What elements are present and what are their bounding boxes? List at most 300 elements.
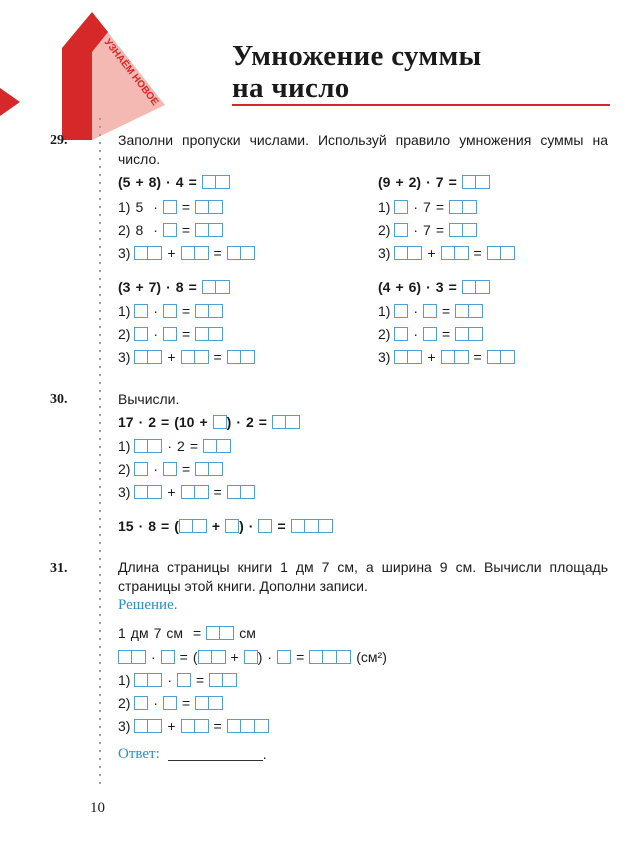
num: 4 [175,174,184,190]
answer-cell[interactable] [394,350,408,364]
answer-cell[interactable] [148,439,162,453]
step-label: 1) [118,303,131,319]
answer-cell[interactable] [463,200,477,214]
answer-cell[interactable] [241,246,255,260]
answer-cell[interactable] [449,223,463,237]
paren: ( [192,649,198,665]
task-29-instruction: Заполни пропуски числами. Используй правило умножения суммы на число. [118,132,608,167]
num: (10 [174,414,195,430]
page-number: 10 [90,800,105,816]
task-30-number: 30. [50,392,68,407]
task-30-expression [118,413,300,431]
task-29b-step-1 [378,198,477,216]
answer-cell[interactable] [455,304,469,318]
num: 3 [435,279,444,295]
task-31-line-2 [118,648,392,666]
answer-box-2[interactable] [195,200,223,214]
paren: ) [257,649,263,665]
answer-box-2[interactable] [179,519,207,533]
task-30-step-1 [118,437,231,455]
answer-cell[interactable] [408,246,422,260]
answer-cell[interactable] [241,719,255,733]
task-29d-expression [378,278,490,296]
answer-box-2[interactable] [195,223,223,237]
answer-box-2[interactable] [462,280,490,294]
num: 2 [148,414,157,430]
answer-box-2[interactable] [203,439,231,453]
answer-cell[interactable] [487,246,501,260]
step-label: 2) [118,326,131,342]
paren: ) [239,518,244,534]
answer-box-2[interactable] [195,304,223,318]
paren: ) [226,414,232,430]
answer-box-1[interactable] [394,200,408,214]
answer-cell[interactable] [227,246,241,260]
answer-cell[interactable] [223,673,237,687]
answer-cell[interactable] [134,673,148,687]
answer-box-1[interactable] [225,519,239,533]
answer-cell[interactable] [195,696,209,710]
step-label: 3) [118,718,131,734]
answer-box-2[interactable] [227,350,255,364]
answer-cell[interactable] [462,175,476,189]
answer-box-2[interactable] [198,650,226,664]
task-29d-step-2 [378,325,483,343]
answer-cell[interactable] [272,415,286,429]
step-label: 2) [378,326,391,342]
answer-cell[interactable] [423,327,437,341]
dot: · [248,518,254,534]
task-30-step-2 [118,460,223,478]
answer-box-1[interactable] [163,327,177,341]
step-label: 3) [118,484,131,500]
answer-box-2[interactable] [449,223,477,237]
answer-cell[interactable] [286,415,300,429]
dot: · [153,695,159,711]
step-label: 2) [118,222,131,238]
answer-cell[interactable] [258,519,272,533]
answer-cell[interactable] [227,350,241,364]
answer-cell[interactable] [394,200,408,214]
answer-box-2[interactable] [487,350,515,364]
step-label: 1) [378,303,391,319]
equals: = [213,718,222,734]
answer-cell[interactable] [134,304,148,318]
answer-box-2[interactable] [441,246,469,260]
answer-cell[interactable] [441,246,455,260]
answer-box-2[interactable] [206,626,234,640]
answer-cell[interactable] [195,327,209,341]
answer-box-1[interactable] [244,650,258,664]
task-31-step-3 [118,717,269,735]
answer-box-1[interactable] [163,304,177,318]
answer-box-1[interactable] [163,200,177,214]
answer-cell[interactable] [323,650,337,664]
answer-cell[interactable] [501,246,515,260]
step-label: 1) [118,672,131,688]
answer-box-2[interactable] [462,175,490,189]
answer-cell[interactable] [148,485,162,499]
task-31-line-1 [118,624,261,642]
answer-cell[interactable] [455,246,469,260]
answer-box-1[interactable] [423,304,437,318]
answer-cell[interactable] [163,304,177,318]
answer-cell[interactable] [132,650,146,664]
num: (4 [378,279,391,295]
dot: · [153,461,159,477]
task-31-step-1 [118,671,237,689]
answer-cell[interactable] [212,650,226,664]
answer-cell[interactable] [181,719,195,733]
num: 5 [135,199,144,215]
answer-cell[interactable] [309,650,323,664]
answer-cell[interactable] [209,696,223,710]
dot: · [413,303,419,319]
answer-cell[interactable] [487,350,501,364]
num: 1 [118,625,126,641]
answer-box-1[interactable] [177,673,191,687]
equals: = [188,174,197,190]
answer-box-1[interactable] [163,223,177,237]
answer-box-1[interactable] [134,327,148,341]
unit: (см²) [356,649,387,665]
answer-cell[interactable] [305,519,319,533]
answer-cell[interactable] [220,626,234,640]
equals: = [161,414,170,430]
task-29a-step-1 [118,198,223,216]
answer-cell[interactable] [134,485,148,499]
answer-cell[interactable] [134,719,148,733]
answer-cell[interactable] [319,519,333,533]
answer-box-2[interactable] [394,350,422,364]
answer-box-2[interactable] [134,673,162,687]
task-30-second-expression [118,517,333,535]
dot: · [167,672,173,688]
unit: дм [130,625,149,641]
answer-cell[interactable] [469,304,483,318]
answer-cell[interactable] [476,280,490,294]
answer-cell[interactable] [163,696,177,710]
answer-cell[interactable] [195,304,209,318]
answer-box-1[interactable] [213,415,227,429]
answer-box-2[interactable] [195,327,223,341]
equals: = [182,326,191,342]
answer-cell[interactable] [195,485,209,499]
answer-box-2[interactable] [134,485,162,499]
answer-cell[interactable] [134,696,148,710]
plus: + [135,279,144,295]
ribbon-label: УЗНАЁМ НОВОЕ [101,37,161,108]
answer-cell[interactable] [148,719,162,733]
answer-box-2[interactable] [195,462,223,476]
answer-cell[interactable] [195,350,209,364]
step-label: 1) [378,199,391,215]
plus: + [427,349,436,365]
page-title [232,40,481,104]
answer-box-1[interactable] [394,223,408,237]
answer-cell[interactable] [181,485,195,499]
answer-cell[interactable] [209,304,223,318]
answer-cell[interactable] [181,350,195,364]
answer-cell[interactable] [227,719,241,733]
answer-cell[interactable] [449,200,463,214]
answer-box-1[interactable] [134,462,148,476]
dot: · [153,199,158,215]
answer-cell[interactable] [134,350,148,364]
task-30-instruction: Вычисли. [118,391,180,407]
task-29a-step-3 [118,244,255,262]
answer-cell[interactable] [463,223,477,237]
step-label: 3) [118,245,131,261]
equals: = [182,303,191,319]
equals: = [448,279,457,295]
equals: = [473,245,482,261]
answer-cell[interactable] [209,200,223,214]
answer-cell[interactable] [163,462,177,476]
answer-cell[interactable] [209,327,223,341]
answer-cell[interactable] [161,650,175,664]
answer-box-3[interactable] [309,650,351,664]
unit: см [239,625,256,641]
answer-cell[interactable] [203,439,217,453]
equals: = [179,649,188,665]
plus: + [199,414,208,430]
answer-cell[interactable] [163,200,177,214]
answer-box-2[interactable] [449,200,477,214]
step-label: 3) [118,349,131,365]
answer-cell[interactable] [193,519,207,533]
period: . [262,746,267,762]
answer-box-2[interactable] [272,415,300,429]
answer-cell[interactable] [462,280,476,294]
answer-cell[interactable] [255,719,269,733]
dot: · [153,222,158,238]
answer-cell[interactable] [134,462,148,476]
plus: + [395,279,404,295]
answer-cell[interactable] [179,519,193,533]
answer-cell[interactable] [195,200,209,214]
solution-label: Решение. [118,597,178,613]
answer-box-1[interactable] [423,327,437,341]
answer-box-2[interactable] [202,280,230,294]
answer-box-2[interactable] [181,719,209,733]
answer-cell[interactable] [394,304,408,318]
answer-cell[interactable] [241,485,255,499]
equals: = [182,461,191,477]
task-31-instruction: Длина страницы книги 1 дм 7 см, а ширина 9 см. Вычисли площадь страницы этой книги. Дополни записи. [118,559,608,594]
answer-cell[interactable] [209,223,223,237]
answer-box-1[interactable] [163,696,177,710]
answer-box-2[interactable] [202,175,230,189]
answer-box-2[interactable] [134,350,162,364]
title-underline [232,104,610,106]
answer-cell[interactable] [217,439,231,453]
answer-box-1[interactable] [161,650,175,664]
step-label: 2) [378,222,391,238]
task-29a-step-2 [118,221,223,239]
answer-cell[interactable] [195,246,209,260]
equals: = [435,222,444,238]
answer-cell[interactable] [209,673,223,687]
dot: · [138,414,144,430]
answer-box-1[interactable] [394,327,408,341]
answer-cell[interactable] [408,350,422,364]
num: 7 [423,199,431,215]
step-label: 3) [378,349,391,365]
answer-cell[interactable] [476,175,490,189]
answer-cell[interactable] [209,462,223,476]
dot: · [166,174,171,190]
equals: = [181,199,191,215]
answer-cell[interactable] [394,223,408,237]
answer-box-2[interactable] [455,304,483,318]
answer-cell[interactable] [394,327,408,341]
answer-input-line[interactable] [168,748,263,761]
answer-box-3[interactable] [291,519,333,533]
task-29d-step-3 [378,348,515,366]
dot: · [153,326,159,342]
answer-cell[interactable] [423,304,437,318]
answer-box-1[interactable] [277,650,291,664]
answer-box-2[interactable] [394,246,422,260]
answer-cell[interactable] [202,280,216,294]
answer-cell[interactable] [195,462,209,476]
answer-cell[interactable] [195,719,209,733]
answer-cell[interactable] [501,350,515,364]
dot: · [413,199,419,215]
answer-cell[interactable] [225,519,239,533]
answer-cell[interactable] [213,415,227,429]
task-29c-step-1 [118,302,223,320]
task-29a-expression [118,173,230,191]
answer-cell[interactable] [148,246,162,260]
num: 8 [148,518,157,534]
answer-box-2[interactable] [181,246,209,260]
num: 8) [148,174,162,190]
task-29b-step-3 [378,244,515,262]
answer-cell[interactable] [216,175,230,189]
answer-box-2[interactable] [195,696,223,710]
equals: = [442,303,451,319]
answer-cell[interactable] [291,519,305,533]
answer-cell[interactable] [394,246,408,260]
answer-box-2[interactable] [227,485,255,499]
answer-box-2[interactable] [227,246,255,260]
answer-cell[interactable] [227,485,241,499]
task-31-step-2 [118,694,223,712]
equals: = [196,672,205,688]
answer-cell[interactable] [134,327,148,341]
answer-cell[interactable] [216,280,230,294]
equals: = [448,174,457,190]
answer-box-2[interactable] [441,350,469,364]
answer-cell[interactable] [195,223,209,237]
answer-cell[interactable] [134,439,148,453]
answer-box-2[interactable] [134,439,162,453]
answer-cell[interactable] [337,650,351,664]
answer-cell[interactable] [244,650,258,664]
answer-box-2[interactable] [134,246,162,260]
task-29c-step-2 [118,325,223,343]
dot: · [413,222,419,238]
equals: = [277,518,286,534]
equals: = [189,438,198,454]
num: 7 [435,174,444,190]
answer-cell[interactable] [206,626,220,640]
answer-box-2[interactable] [118,650,146,664]
answer-cell[interactable] [241,350,255,364]
answer-box-2[interactable] [181,350,209,364]
num: 17 [118,414,134,430]
answer-box-1[interactable] [134,304,148,318]
answer-cell[interactable] [163,223,177,237]
dot: · [151,649,156,665]
answer-cell[interactable] [177,673,191,687]
answer-box-1[interactable] [258,519,272,533]
answer-cell[interactable] [134,246,148,260]
answer-box-1[interactable] [134,696,148,710]
equals: = [296,649,305,665]
equals: = [213,245,222,261]
dot: · [426,174,431,190]
step-label: 1) [118,199,131,215]
plus: + [167,349,176,365]
equals: = [188,279,197,295]
num: 7 [423,222,431,238]
plus: + [167,718,176,734]
answer-cell[interactable] [455,350,469,364]
answer-box-2[interactable] [181,485,209,499]
answer-cell[interactable] [469,327,483,341]
answer-cell[interactable] [441,350,455,364]
answer-cell[interactable] [202,175,216,189]
answer-cell[interactable] [148,350,162,364]
dot: · [267,649,273,665]
step-label: 2) [118,695,131,711]
answer-box-2[interactable] [487,246,515,260]
answer-box-2[interactable] [209,673,237,687]
step-label: 2) [118,461,131,477]
num: 2 [246,414,254,430]
plus: + [167,484,176,500]
equals: = [435,199,444,215]
title-line-2: на число [232,72,350,104]
dot: · [426,279,431,295]
equals: = [442,326,451,342]
answer-box-1[interactable] [163,462,177,476]
answer-cell[interactable] [118,650,132,664]
num: 7 [153,625,162,641]
answer-box-3[interactable] [227,719,269,733]
answer-box-1[interactable] [394,304,408,318]
answer-box-2[interactable] [134,719,162,733]
answer-cell[interactable] [198,650,212,664]
task-29b-step-2 [378,221,477,239]
answer-cell[interactable] [181,246,195,260]
title-line-1: Умножение суммы [232,40,482,72]
equals: = [182,695,191,711]
answer-cell[interactable] [148,673,162,687]
dot: · [413,326,419,342]
answer-cell[interactable] [277,650,291,664]
task-29b-expression [378,173,490,191]
task-31-number: 31. [50,561,68,576]
answer-box-2[interactable] [455,327,483,341]
dotted-margin-line [99,115,101,785]
answer-cell[interactable] [163,327,177,341]
equals: = [193,625,202,641]
answer-cell[interactable] [455,327,469,341]
